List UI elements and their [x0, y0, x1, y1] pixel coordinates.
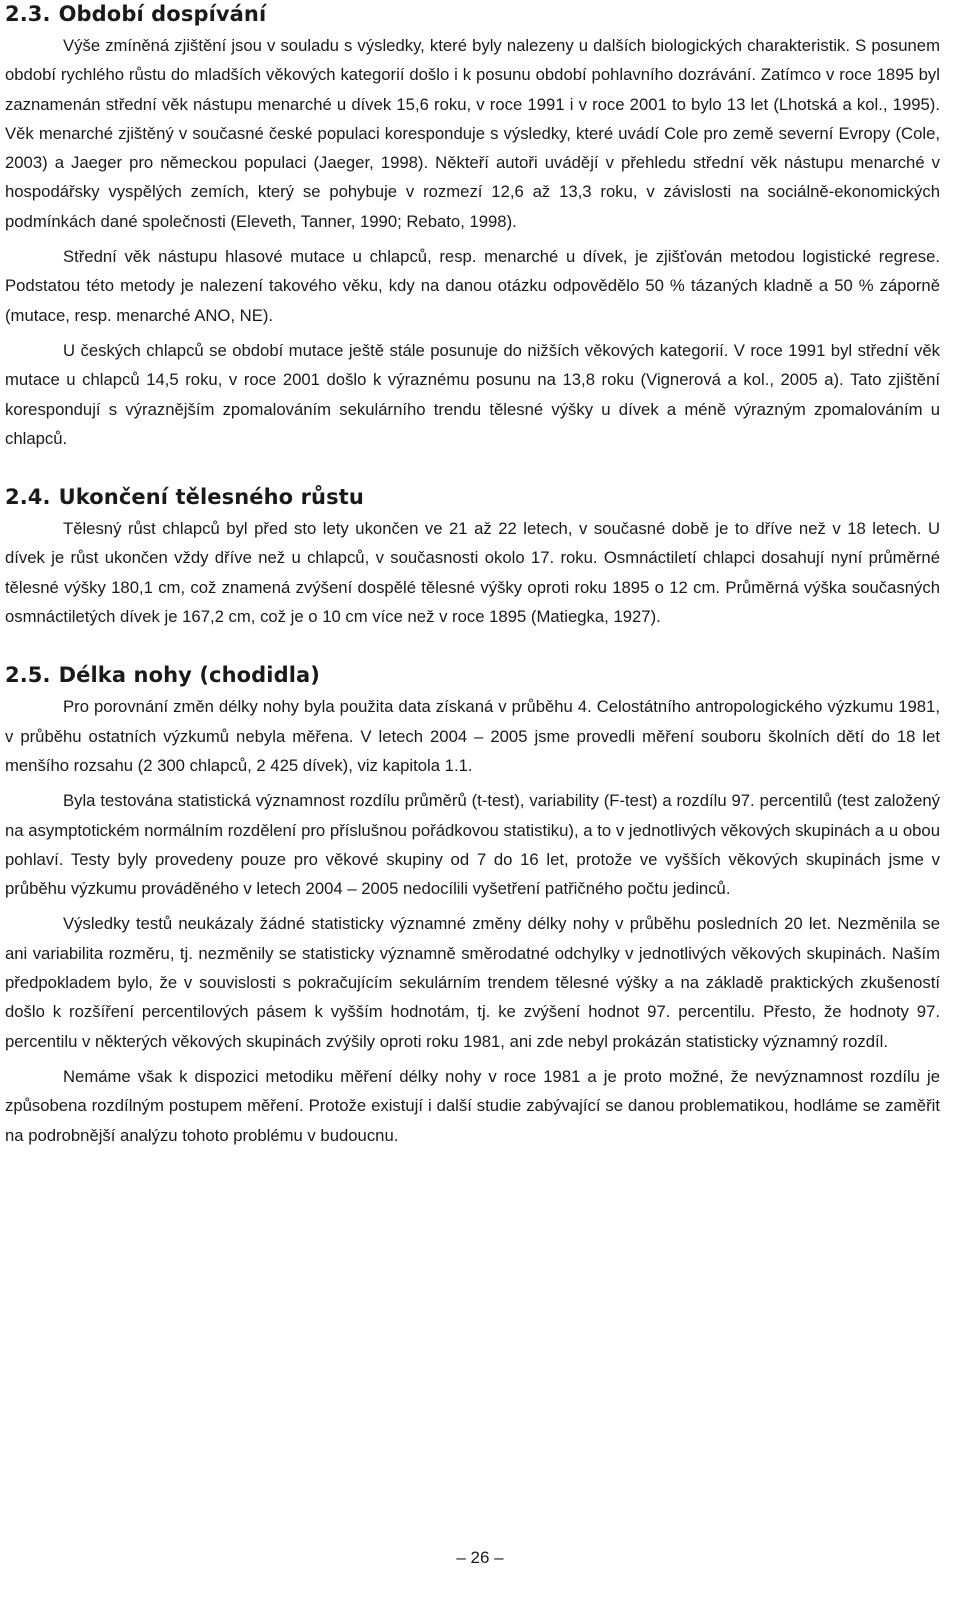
- section-title: Délka nohy (chodidla): [58, 663, 320, 688]
- page-number: – 26 –: [456, 1548, 504, 1567]
- paragraph: Nemáme však k dispozici metodiku měření délky nohy v roce 1981 a je proto možné, že nevýznamnost rozdílu je způsobena rozdílným postupem měření. Protože existují i další studie zabývající se danou problematikou, hodláme se zaměřit na podrobnější analýzu tohoto problému v budoucnu.: [5, 1066, 940, 1145]
- paragraph: Tělesný růst chlapců byl před sto lety ukončen ve 21 až 22 letech, v současné době je to dříve než v 18 letech. U dívek je růst ukončen vždy dříve než u chlapců, v současnosti okolo 17. roku. Osmnáctiletí chlapci dosahují nyní průměrné tělesné výšky 180,1 cm, což znamená zvýšení dospělé tělesné výšky oproti roku 1895 o 12 cm. Průměrná výška současných osmnáctiletých dívek je 167,2 cm, což je o 10 cm více než v roce 1895 (Matiegka, 1927).: [5, 519, 940, 627]
- section-heading: [5, 661, 940, 689]
- section-heading: [5, 483, 940, 511]
- paragraph: U českých chlapců se období mutace ještě stále posunuje do nižších věkových kategorií. V roce 1991 byl střední věk mutace u chlapců 14,5 roku, v roce 2001 došlo k výraznému posunu na 13,8 roku (Vignerová a kol., 2005 a). Tato zjištění korespondují s výraznějším zpomalováním sekulárního trendu tělesné výšky u dívek a méně výrazným zpomalováním u chlapců.: [5, 340, 940, 448]
- section-heading: [5, 0, 940, 28]
- paragraph: Střední věk nástupu hlasové mutace u chlapců, resp. menarché u dívek, je zjišťován metodou logistické regrese. Podstatou této metody je nalezení takového věku, kdy na danou otázku odpovědělo 50 % tázaných kladně a 50 % záporně (mutace, resp. menarché ANO, NE).: [5, 247, 940, 325]
- section-number: 2.3.: [5, 2, 51, 26]
- section-body: [5, 514, 940, 631]
- section-title: Ukončení tělesného růstu: [58, 485, 364, 510]
- paragraph: Výše zmíněná zjištění jsou v souladu s výsledky, které byly nalezeny u dalších biologických charakteristik. S posunem období rychlého růstu do mladších věkových kategorií došlo i k posunu období pohlavního dozrávání. Zatímco v roce 1895 byl zaznamenán střední věk nástupu menarché u dívek 15,6 roku, v roce 1991 i v roce 2001 to bylo 13 let (Lhotská a kol., 1995). Věk menarché zjištěný v současné české populaci koresponduje s výsledky, které uvádí Cole pro země severní Evropy (Cole, 2003) a Jaeger pro německou populaci (Jaeger, 1998). Někteří autoři uvádějí v přehledu střední věk nástupu menarché v hospodářsky vyspělých zemích, který se pohybuje v rozmezí 12,6 až 13,3 roku, v závislosti na sociálně-ekonomických podmínkách dané společnosti (Eleveth, Tanner, 1990; Rebato, 1998).: [5, 36, 940, 231]
- section-delka-nohy: [5, 661, 940, 1149]
- section-body: [5, 692, 940, 1149]
- paragraph: Výsledky testů neukázaly žádné statisticky významné změny délky nohy v průběhu posledních 20 let. Nezměnila se ani variabilita rozměru, tj. nezměnily se statisticky významně směrodatné odchylky v jednotlivých věkových skupinách. Naším předpokladem bylo, že v souvislosti s pokračujícím sekulárním trendem tělesné výšky a na základě praktických zkušeností došlo k rozšíření percentilových pásem k vyšším hodnotám, tj. ke zvýšení hodnot 97. percentilu. Přesto, že hodnoty 97. percentilu v některých věkových skupinách zvýšily oproti roku 1981, ani zde nebyl prokázán statisticky významný rozdíl.: [5, 914, 940, 1051]
- section-title: Období dospívání: [58, 2, 267, 26]
- section-obdobi-dospivani: [5, 0, 940, 453]
- paragraph: Pro porovnání změn délky nohy byla použita data získaná v průběhu 4. Celostátního antropologického výzkumu 1981, v průběhu ostatních výzkumů nebyla měřena. V letech 2004 – 2005 jsme provedli měření souboru školních dětí do 18 let menšího rozsahu (2 300 chlapců, 2 425 dívek), viz kapitola 1.1.: [5, 697, 940, 775]
- paragraph: Byla testována statistická významnost rozdílu průměrů (t-test), variability (F-test) a rozdílu 97. percentilů (test založený na asymptotickém normálním rozdělení pro příslušnou pořádkovou statistiku), a to v jednotlivých věkových skupinách a u obou pohlaví. Testy byly provedeny pouze pro věkové skupiny od 7 do 16 let, protože ve vyšších věkových skupinách jsme v průběhu výzkumu prováděného v letech 2004 – 2005 nedocílili vyšetření patřičného počtu jedinců.: [5, 791, 940, 899]
- section-ukonceni-rustu: [5, 483, 940, 631]
- section-number: 2.4.: [5, 485, 51, 510]
- section-body: [5, 31, 940, 453]
- section-number: 2.5.: [5, 663, 51, 688]
- document-page: [5, 0, 940, 1150]
